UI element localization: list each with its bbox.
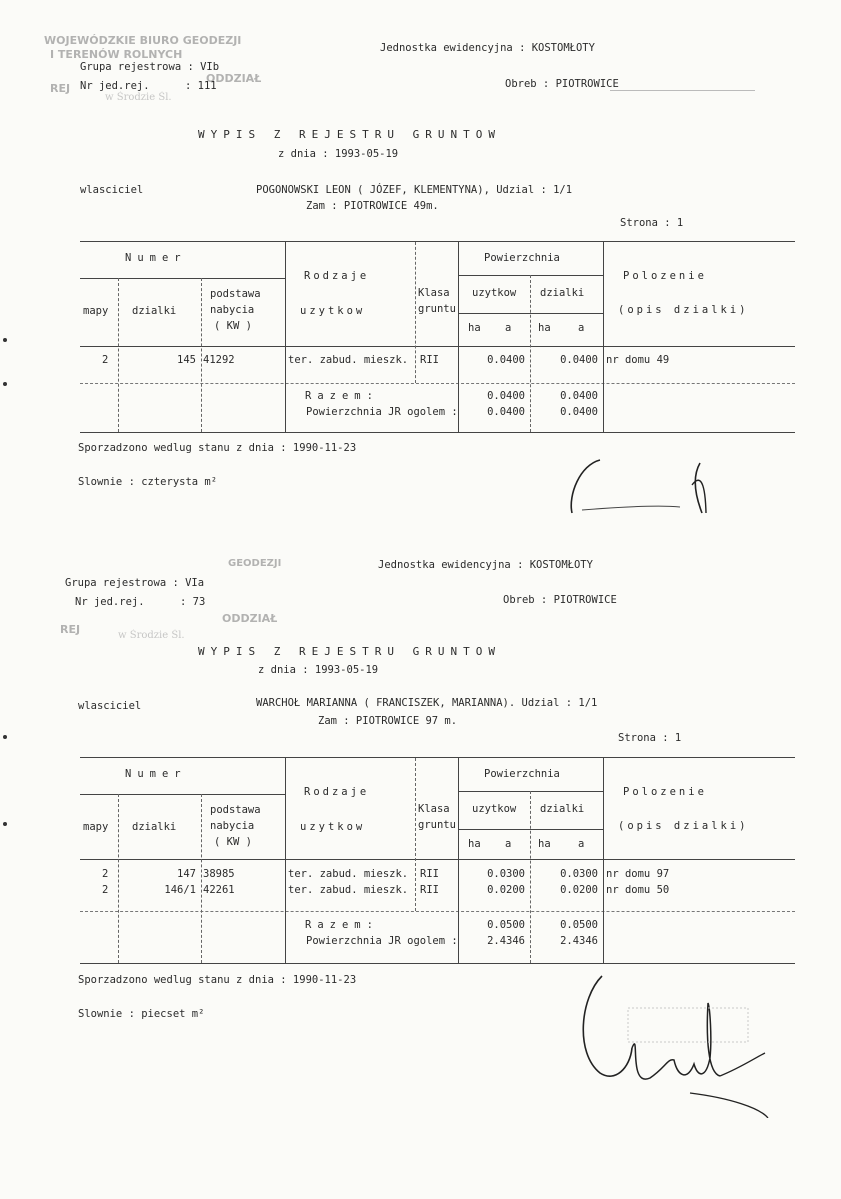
signature-2 — [570, 968, 780, 1118]
ogolem-dzialki: 0.0400 — [560, 406, 598, 418]
cell-dzialki: 146/1 — [164, 884, 196, 896]
stamp-office-line1: WOJEWÓDZKIE BIURO GEODEZJI — [44, 34, 242, 47]
cell-mapy: 2 — [102, 884, 109, 896]
header-dzialki: dzialki — [132, 821, 177, 833]
cell-pow-dzialki: 0.0300 — [560, 868, 598, 880]
cell-pow-dzialki: 0.0400 — [560, 354, 598, 366]
land-register-table — [80, 241, 795, 433]
punch-hole — [3, 382, 7, 386]
header-pow-uzytkow: uzytkow — [472, 803, 517, 815]
stamp-city-2: w Środzie Śl. — [118, 630, 185, 641]
razem-dzialki: 0.0400 — [560, 390, 598, 402]
cell-kw: 42261 — [203, 884, 235, 896]
owner-name: POGONOWSKI LEON ( JÓZEF, KLEMENTYNA), Udzial : 1/1 — [256, 184, 573, 196]
header-gruntu: gruntu — [418, 303, 456, 315]
header-numer: Numer — [125, 768, 187, 780]
header-pow-dzialki: dzialki — [540, 803, 585, 815]
stamp-office-line2: I TERENÓW ROLNYCH — [50, 48, 183, 61]
header-nabycia: nabycia — [210, 304, 255, 316]
document-title: WYPIS Z REJESTRU GRUNTOW — [198, 645, 501, 658]
jednostka-ewidencyjna: Jednostka ewidencyjna : KOSTOMŁOTY — [378, 559, 593, 571]
header-a-2: a — [578, 838, 585, 850]
cell-pow-uzytkow: 0.0400 — [487, 354, 525, 366]
header-gruntu: gruntu — [418, 819, 456, 831]
header-ha-2: ha — [538, 838, 551, 850]
header-a-1: a — [505, 322, 512, 334]
header-polozenie: Polozenie — [623, 270, 707, 282]
header-a-2: a — [578, 322, 585, 334]
signature-1 — [560, 455, 720, 515]
sporzadzono: Sporzadzono wedlug stanu z dnia : 1990-11-23 — [78, 974, 357, 986]
header-opis-dzialki: (opis dzialki) — [618, 820, 749, 832]
cell-kw: 38985 — [203, 868, 235, 880]
stamp-oddzial: ODDZIAŁ — [206, 72, 262, 85]
stamp-geodezji-2: GEODEZJI — [228, 558, 282, 569]
page-number: Strona : 1 — [620, 217, 684, 229]
header-rodzaje: Rodzaje — [304, 786, 370, 798]
stamp-rej-2: REJ — [60, 623, 81, 636]
document-date: z dnia : 1993-05-19 — [278, 148, 399, 160]
document-title: WYPIS Z REJESTRU GRUNTOW — [198, 128, 501, 141]
header-podstawa: podstawa — [210, 804, 261, 816]
cell-rodzaj: ter. zabud. mieszk. — [288, 884, 409, 896]
header-powierzchnia: Powierzchnia — [484, 252, 560, 264]
razem-label: Razem: — [305, 919, 379, 931]
header-powierzchnia: Powierzchnia — [484, 768, 560, 780]
jednostka-ewidencyjna: Jednostka ewidencyjna : KOSTOMŁOTY — [380, 42, 595, 54]
ogolem-dzialki: 2.4346 — [560, 935, 598, 947]
cell-opis: nr domu 50 — [606, 884, 670, 896]
stamp-oddzial-2: ODDZIAŁ — [222, 612, 278, 625]
header-polozenie: Polozenie — [623, 786, 707, 798]
punch-hole — [3, 735, 7, 739]
slownie: Slownie : czterysta m² — [78, 476, 218, 488]
owner-name: WARCHOŁ MARIANNA ( FRANCISZEK, MARIANNA). Udzial : 1/1 — [256, 697, 598, 709]
document-date: z dnia : 1993-05-19 — [258, 664, 379, 676]
razem-dzialki: 0.0500 — [560, 919, 598, 931]
header-numer: Numer — [125, 252, 187, 264]
cell-dzialki: 147 — [177, 868, 196, 880]
header-rodzaje: Rodzaje — [304, 270, 370, 282]
owner-label: wlasciciel — [78, 700, 142, 712]
header-pow-uzytkow: uzytkow — [472, 287, 517, 299]
header-mapy: mapy — [83, 821, 109, 833]
owner-label: wlasciciel — [80, 184, 144, 196]
header-klasa: Klasa — [418, 803, 450, 815]
header-podstawa: podstawa — [210, 288, 261, 300]
header-ha-2: ha — [538, 322, 551, 334]
cell-klasa: RII — [420, 868, 439, 880]
punch-hole — [3, 338, 7, 342]
header-ha-1: ha — [468, 322, 481, 334]
cell-klasa: RII — [420, 354, 439, 366]
punch-hole — [3, 822, 7, 826]
page-number: Strona : 1 — [618, 732, 682, 744]
header-uzytkow: uzytkow — [300, 305, 366, 317]
header-ha-1: ha — [468, 838, 481, 850]
header-opis-dzialki: (opis dzialki) — [618, 304, 749, 316]
razem-uzytkow: 0.0400 — [487, 390, 525, 402]
ogolem-uzytkow: 0.0400 — [487, 406, 525, 418]
owner-address: Zam : PIOTROWICE 97 m. — [318, 715, 458, 727]
grupa-rejestrowa: Grupa rejestrowa : VIa — [65, 577, 205, 589]
header-kw: ( KW ) — [214, 320, 252, 332]
ogolem-label: Powierzchnia JR ogolem : — [306, 406, 458, 418]
obreb-underline — [610, 90, 755, 91]
cell-mapy: 2 — [102, 354, 109, 366]
ogolem-uzytkow: 2.4346 — [487, 935, 525, 947]
cell-rodzaj: ter. zabud. mieszk. — [288, 354, 409, 366]
slownie: Slownie : piecset m² — [78, 1008, 205, 1020]
stamp-city: w Środzie Śl. — [105, 92, 172, 103]
nr-jed-rej-value: : 111 — [185, 80, 217, 92]
sporzadzono: Sporzadzono wedlug stanu z dnia : 1990-11-23 — [78, 442, 357, 454]
cell-pow-uzytkow: 0.0300 — [487, 868, 525, 880]
cell-opis: nr domu 49 — [606, 354, 670, 366]
header-nabycia: nabycia — [210, 820, 255, 832]
razem-uzytkow: 0.0500 — [487, 919, 525, 931]
stamp-rej: REJ — [50, 82, 71, 95]
header-mapy: mapy — [83, 305, 109, 317]
cell-opis: nr domu 97 — [606, 868, 670, 880]
nr-jed-rej-value: : 73 — [180, 596, 206, 608]
obreb: Obreb : PIOTROWICE — [505, 78, 619, 90]
cell-rodzaj: ter. zabud. mieszk. — [288, 868, 409, 880]
cell-mapy: 2 — [102, 868, 109, 880]
obreb: Obreb : PIOTROWICE — [503, 594, 617, 606]
header-a-1: a — [505, 838, 512, 850]
land-register-table — [80, 757, 795, 964]
cell-pow-uzytkow: 0.0200 — [487, 884, 525, 896]
nr-jed-rej-label: Nr jed.rej. — [80, 80, 150, 92]
header-klasa: Klasa — [418, 287, 450, 299]
header-uzytkow: uzytkow — [300, 821, 366, 833]
header-dzialki: dzialki — [132, 305, 177, 317]
header-kw: ( KW ) — [214, 836, 252, 848]
nr-jed-rej-label: Nr jed.rej. — [75, 596, 145, 608]
header-pow-dzialki: dzialki — [540, 287, 585, 299]
ogolem-label: Powierzchnia JR ogolem : — [306, 935, 458, 947]
owner-address: Zam : PIOTROWICE 49m. — [306, 200, 439, 212]
cell-pow-dzialki: 0.0200 — [560, 884, 598, 896]
grupa-rejestrowa: Grupa rejestrowa : VIb — [80, 61, 220, 73]
cell-dzialki: 145 — [177, 354, 196, 366]
cell-kw: 41292 — [203, 354, 235, 366]
cell-klasa: RII — [420, 884, 439, 896]
razem-label: Razem: — [305, 390, 379, 402]
